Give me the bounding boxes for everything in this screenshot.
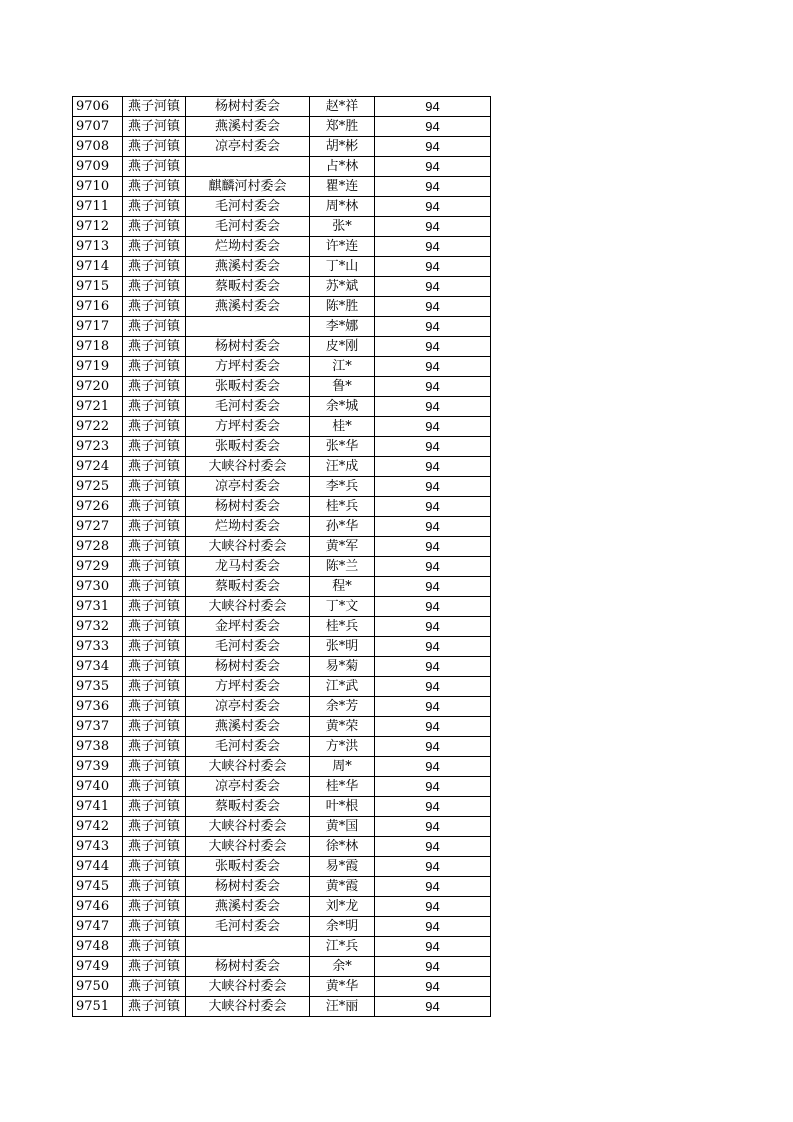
- village-cell: 蔡畈村委会: [186, 277, 310, 297]
- score-cell: 94: [375, 657, 491, 677]
- town-cell: 燕子河镇: [123, 117, 186, 137]
- name-cell: 汪*成: [310, 457, 375, 477]
- row-id-cell: 9732: [73, 617, 123, 637]
- name-cell: 桂*: [310, 417, 375, 437]
- village-cell: 毛河村委会: [186, 197, 310, 217]
- name-cell: 易*菊: [310, 657, 375, 677]
- row-id-cell: 9718: [73, 337, 123, 357]
- row-id-cell: 9710: [73, 177, 123, 197]
- village-cell: 毛河村委会: [186, 217, 310, 237]
- table-row: [73, 637, 491, 657]
- score-cell: 94: [375, 117, 491, 137]
- town-cell: 燕子河镇: [123, 257, 186, 277]
- table-row: [73, 257, 491, 277]
- town-cell: 燕子河镇: [123, 357, 186, 377]
- score-cell: 94: [375, 277, 491, 297]
- village-cell: 燕溪村委会: [186, 897, 310, 917]
- village-cell: 杨树村委会: [186, 97, 310, 117]
- name-cell: 郑*胜: [310, 117, 375, 137]
- score-cell: 94: [375, 957, 491, 977]
- village-cell: 大峡谷村委会: [186, 757, 310, 777]
- score-cell: 94: [375, 257, 491, 277]
- row-id-cell: 9740: [73, 777, 123, 797]
- score-cell: 94: [375, 497, 491, 517]
- score-cell: 94: [375, 477, 491, 497]
- name-cell: 皮*刚: [310, 337, 375, 357]
- village-cell: 燕溪村委会: [186, 297, 310, 317]
- village-cell: [186, 317, 310, 337]
- row-id-cell: 9706: [73, 97, 123, 117]
- name-cell: 桂*华: [310, 777, 375, 797]
- village-cell: 杨树村委会: [186, 957, 310, 977]
- score-cell: 94: [375, 997, 491, 1017]
- town-cell: 燕子河镇: [123, 797, 186, 817]
- name-cell: 余*芳: [310, 697, 375, 717]
- village-cell: 大峡谷村委会: [186, 817, 310, 837]
- name-cell: 易*霞: [310, 857, 375, 877]
- table-row: [73, 517, 491, 537]
- village-cell: 凉亭村委会: [186, 137, 310, 157]
- village-cell: 杨树村委会: [186, 337, 310, 357]
- table-row: [73, 417, 491, 437]
- name-cell: 赵*祥: [310, 97, 375, 117]
- table-row: [73, 917, 491, 937]
- row-id-cell: 9748: [73, 937, 123, 957]
- village-cell: 龙马村委会: [186, 557, 310, 577]
- table-row: [73, 937, 491, 957]
- row-id-cell: 9742: [73, 817, 123, 837]
- table-row: [73, 957, 491, 977]
- village-cell: 毛河村委会: [186, 737, 310, 757]
- table-row: [73, 437, 491, 457]
- table-row: [73, 577, 491, 597]
- table-row: [73, 297, 491, 317]
- village-cell: 毛河村委会: [186, 397, 310, 417]
- town-cell: 燕子河镇: [123, 177, 186, 197]
- score-cell: 94: [375, 577, 491, 597]
- row-id-cell: 9715: [73, 277, 123, 297]
- name-cell: 鲁*: [310, 377, 375, 397]
- score-cell: 94: [375, 557, 491, 577]
- score-cell: 94: [375, 597, 491, 617]
- row-id-cell: 9728: [73, 537, 123, 557]
- village-cell: 凉亭村委会: [186, 697, 310, 717]
- village-cell: 杨树村委会: [186, 877, 310, 897]
- table-row: [73, 237, 491, 257]
- town-cell: 燕子河镇: [123, 317, 186, 337]
- table-row: [73, 137, 491, 157]
- name-cell: 黄*霞: [310, 877, 375, 897]
- score-cell: 94: [375, 817, 491, 837]
- town-cell: 燕子河镇: [123, 997, 186, 1017]
- name-cell: 黄*荣: [310, 717, 375, 737]
- village-cell: [186, 157, 310, 177]
- town-cell: 燕子河镇: [123, 137, 186, 157]
- table-row: [73, 697, 491, 717]
- row-id-cell: 9707: [73, 117, 123, 137]
- village-cell: [186, 937, 310, 957]
- name-cell: 孙*华: [310, 517, 375, 537]
- row-id-cell: 9708: [73, 137, 123, 157]
- score-cell: 94: [375, 797, 491, 817]
- row-id-cell: 9738: [73, 737, 123, 757]
- town-cell: 燕子河镇: [123, 397, 186, 417]
- village-cell: 杨树村委会: [186, 497, 310, 517]
- score-cell: 94: [375, 197, 491, 217]
- table-row: [73, 897, 491, 917]
- row-id-cell: 9744: [73, 857, 123, 877]
- row-id-cell: 9751: [73, 997, 123, 1017]
- score-cell: 94: [375, 937, 491, 957]
- town-cell: 燕子河镇: [123, 977, 186, 997]
- town-cell: 燕子河镇: [123, 337, 186, 357]
- name-cell: 周*林: [310, 197, 375, 217]
- row-id-cell: 9735: [73, 677, 123, 697]
- score-cell: 94: [375, 397, 491, 417]
- town-cell: 燕子河镇: [123, 697, 186, 717]
- village-cell: 张畈村委会: [186, 377, 310, 397]
- table-row: [73, 457, 491, 477]
- town-cell: 燕子河镇: [123, 937, 186, 957]
- table-row: [73, 717, 491, 737]
- table-row: [73, 857, 491, 877]
- row-id-cell: 9717: [73, 317, 123, 337]
- name-cell: 余*明: [310, 917, 375, 937]
- village-cell: 麒麟河村委会: [186, 177, 310, 197]
- score-cell: 94: [375, 617, 491, 637]
- name-cell: 黄*华: [310, 977, 375, 997]
- town-cell: 燕子河镇: [123, 97, 186, 117]
- town-cell: 燕子河镇: [123, 617, 186, 637]
- name-cell: 胡*彬: [310, 137, 375, 157]
- roster-table-body: [73, 97, 491, 1017]
- town-cell: 燕子河镇: [123, 497, 186, 517]
- name-cell: 李*娜: [310, 317, 375, 337]
- row-id-cell: 9723: [73, 437, 123, 457]
- table-row: [73, 277, 491, 297]
- village-cell: 燕溪村委会: [186, 717, 310, 737]
- table-row: [73, 357, 491, 377]
- table-row: [73, 737, 491, 757]
- row-id-cell: 9731: [73, 597, 123, 617]
- table-row: [73, 337, 491, 357]
- village-cell: 金坪村委会: [186, 617, 310, 637]
- name-cell: 许*连: [310, 237, 375, 257]
- village-cell: 毛河村委会: [186, 917, 310, 937]
- score-cell: 94: [375, 457, 491, 477]
- town-cell: 燕子河镇: [123, 897, 186, 917]
- row-id-cell: 9747: [73, 917, 123, 937]
- row-id-cell: 9734: [73, 657, 123, 677]
- table-row: [73, 597, 491, 617]
- row-id-cell: 9725: [73, 477, 123, 497]
- town-cell: 燕子河镇: [123, 197, 186, 217]
- name-cell: 余*: [310, 957, 375, 977]
- town-cell: 燕子河镇: [123, 437, 186, 457]
- score-cell: 94: [375, 897, 491, 917]
- name-cell: 张*华: [310, 437, 375, 457]
- score-cell: 94: [375, 157, 491, 177]
- name-cell: 张*明: [310, 637, 375, 657]
- name-cell: 周*: [310, 757, 375, 777]
- score-cell: 94: [375, 777, 491, 797]
- village-cell: 燕溪村委会: [186, 257, 310, 277]
- row-id-cell: 9709: [73, 157, 123, 177]
- name-cell: 占*林: [310, 157, 375, 177]
- name-cell: 江*兵: [310, 937, 375, 957]
- row-id-cell: 9729: [73, 557, 123, 577]
- town-cell: 燕子河镇: [123, 717, 186, 737]
- village-cell: 燕溪村委会: [186, 117, 310, 137]
- name-cell: 丁*文: [310, 597, 375, 617]
- town-cell: 燕子河镇: [123, 737, 186, 757]
- row-id-cell: 9712: [73, 217, 123, 237]
- score-cell: 94: [375, 917, 491, 937]
- name-cell: 刘*龙: [310, 897, 375, 917]
- town-cell: 燕子河镇: [123, 637, 186, 657]
- row-id-cell: 9727: [73, 517, 123, 537]
- row-id-cell: 9714: [73, 257, 123, 277]
- table-row: [73, 797, 491, 817]
- table-row: [73, 177, 491, 197]
- town-cell: 燕子河镇: [123, 477, 186, 497]
- row-id-cell: 9711: [73, 197, 123, 217]
- table-row: [73, 537, 491, 557]
- village-cell: 大峡谷村委会: [186, 997, 310, 1017]
- village-cell: 烂坳村委会: [186, 517, 310, 537]
- score-cell: 94: [375, 417, 491, 437]
- town-cell: 燕子河镇: [123, 957, 186, 977]
- village-cell: 毛河村委会: [186, 637, 310, 657]
- village-cell: 大峡谷村委会: [186, 837, 310, 857]
- name-cell: 叶*根: [310, 797, 375, 817]
- score-cell: 94: [375, 297, 491, 317]
- table-row: [73, 977, 491, 997]
- town-cell: 燕子河镇: [123, 297, 186, 317]
- table-row: [73, 97, 491, 117]
- name-cell: 桂*兵: [310, 497, 375, 517]
- table-row: [73, 157, 491, 177]
- name-cell: 陈*胜: [310, 297, 375, 317]
- row-id-cell: 9750: [73, 977, 123, 997]
- town-cell: 燕子河镇: [123, 657, 186, 677]
- row-id-cell: 9722: [73, 417, 123, 437]
- town-cell: 燕子河镇: [123, 557, 186, 577]
- row-id-cell: 9726: [73, 497, 123, 517]
- table-row: [73, 837, 491, 857]
- village-cell: 凉亭村委会: [186, 477, 310, 497]
- town-cell: 燕子河镇: [123, 917, 186, 937]
- name-cell: 徐*林: [310, 837, 375, 857]
- town-cell: 燕子河镇: [123, 157, 186, 177]
- roster-table: [72, 96, 491, 1017]
- row-id-cell: 9736: [73, 697, 123, 717]
- town-cell: 燕子河镇: [123, 857, 186, 877]
- town-cell: 燕子河镇: [123, 577, 186, 597]
- town-cell: 燕子河镇: [123, 757, 186, 777]
- score-cell: 94: [375, 537, 491, 557]
- row-id-cell: 9745: [73, 877, 123, 897]
- town-cell: 燕子河镇: [123, 877, 186, 897]
- table-row: [73, 397, 491, 417]
- row-id-cell: 9713: [73, 237, 123, 257]
- name-cell: 丁*山: [310, 257, 375, 277]
- name-cell: 黄*国: [310, 817, 375, 837]
- score-cell: 94: [375, 697, 491, 717]
- table-row: [73, 117, 491, 137]
- row-id-cell: 9741: [73, 797, 123, 817]
- table-row: [73, 677, 491, 697]
- town-cell: 燕子河镇: [123, 417, 186, 437]
- row-id-cell: 9730: [73, 577, 123, 597]
- score-cell: 94: [375, 337, 491, 357]
- score-cell: 94: [375, 717, 491, 737]
- town-cell: 燕子河镇: [123, 457, 186, 477]
- table-row: [73, 477, 491, 497]
- row-id-cell: 9719: [73, 357, 123, 377]
- village-cell: 方坪村委会: [186, 677, 310, 697]
- name-cell: 苏*斌: [310, 277, 375, 297]
- village-cell: 蔡畈村委会: [186, 577, 310, 597]
- town-cell: 燕子河镇: [123, 597, 186, 617]
- name-cell: 李*兵: [310, 477, 375, 497]
- score-cell: 94: [375, 757, 491, 777]
- table-row: [73, 757, 491, 777]
- score-cell: 94: [375, 137, 491, 157]
- village-cell: 大峡谷村委会: [186, 457, 310, 477]
- town-cell: 燕子河镇: [123, 377, 186, 397]
- table-row: [73, 497, 491, 517]
- town-cell: 燕子河镇: [123, 217, 186, 237]
- score-cell: 94: [375, 837, 491, 857]
- score-cell: 94: [375, 977, 491, 997]
- table-row: [73, 557, 491, 577]
- village-cell: 烂坳村委会: [186, 237, 310, 257]
- score-cell: 94: [375, 677, 491, 697]
- town-cell: 燕子河镇: [123, 537, 186, 557]
- row-id-cell: 9716: [73, 297, 123, 317]
- table-row: [73, 817, 491, 837]
- name-cell: 桂*兵: [310, 617, 375, 637]
- row-id-cell: 9743: [73, 837, 123, 857]
- table-row: [73, 657, 491, 677]
- village-cell: 大峡谷村委会: [186, 597, 310, 617]
- name-cell: 程*: [310, 577, 375, 597]
- score-cell: 94: [375, 97, 491, 117]
- name-cell: 瞿*连: [310, 177, 375, 197]
- row-id-cell: 9721: [73, 397, 123, 417]
- table-row: [73, 617, 491, 637]
- town-cell: 燕子河镇: [123, 677, 186, 697]
- score-cell: 94: [375, 237, 491, 257]
- row-id-cell: 9724: [73, 457, 123, 477]
- score-cell: 94: [375, 357, 491, 377]
- name-cell: 黄*军: [310, 537, 375, 557]
- table-row: [73, 377, 491, 397]
- town-cell: 燕子河镇: [123, 277, 186, 297]
- town-cell: 燕子河镇: [123, 837, 186, 857]
- score-cell: 94: [375, 217, 491, 237]
- score-cell: 94: [375, 517, 491, 537]
- name-cell: 江*: [310, 357, 375, 377]
- score-cell: 94: [375, 877, 491, 897]
- village-cell: 方坪村委会: [186, 357, 310, 377]
- row-id-cell: 9749: [73, 957, 123, 977]
- table-row: [73, 997, 491, 1017]
- row-id-cell: 9733: [73, 637, 123, 657]
- score-cell: 94: [375, 317, 491, 337]
- score-cell: 94: [375, 737, 491, 757]
- score-cell: 94: [375, 437, 491, 457]
- town-cell: 燕子河镇: [123, 517, 186, 537]
- row-id-cell: 9739: [73, 757, 123, 777]
- name-cell: 张*: [310, 217, 375, 237]
- town-cell: 燕子河镇: [123, 817, 186, 837]
- name-cell: 汪*丽: [310, 997, 375, 1017]
- name-cell: 方*洪: [310, 737, 375, 757]
- town-cell: 燕子河镇: [123, 777, 186, 797]
- name-cell: 余*城: [310, 397, 375, 417]
- score-cell: 94: [375, 377, 491, 397]
- table-row: [73, 777, 491, 797]
- village-cell: 大峡谷村委会: [186, 537, 310, 557]
- name-cell: 陈*兰: [310, 557, 375, 577]
- name-cell: 江*武: [310, 677, 375, 697]
- row-id-cell: 9746: [73, 897, 123, 917]
- row-id-cell: 9720: [73, 377, 123, 397]
- village-cell: 大峡谷村委会: [186, 977, 310, 997]
- village-cell: 方坪村委会: [186, 417, 310, 437]
- table-row: [73, 217, 491, 237]
- table-row: [73, 877, 491, 897]
- score-cell: 94: [375, 857, 491, 877]
- score-cell: 94: [375, 637, 491, 657]
- score-cell: 94: [375, 177, 491, 197]
- village-cell: 张畈村委会: [186, 437, 310, 457]
- town-cell: 燕子河镇: [123, 237, 186, 257]
- village-cell: 蔡畈村委会: [186, 797, 310, 817]
- village-cell: 杨树村委会: [186, 657, 310, 677]
- table-row: [73, 317, 491, 337]
- table-row: [73, 197, 491, 217]
- row-id-cell: 9737: [73, 717, 123, 737]
- village-cell: 凉亭村委会: [186, 777, 310, 797]
- village-cell: 张畈村委会: [186, 857, 310, 877]
